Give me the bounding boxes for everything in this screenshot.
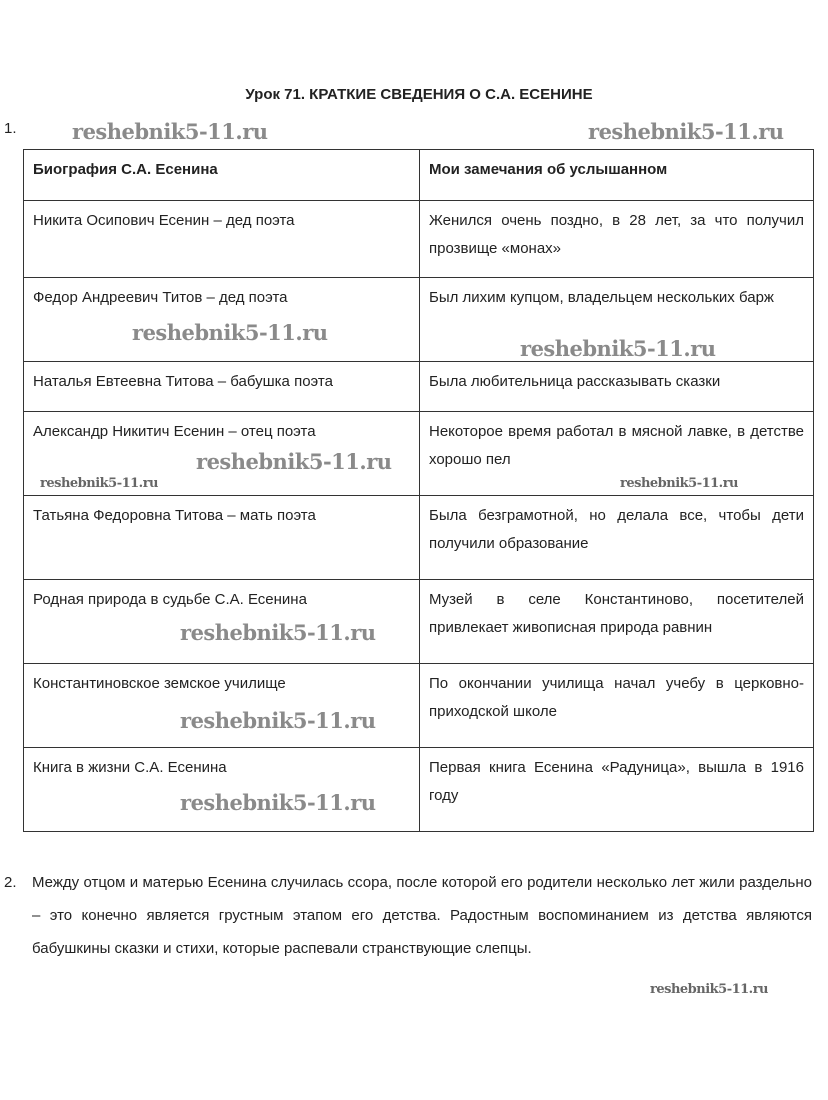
watermark: reshebnik5-11.ru — [132, 320, 328, 345]
row-note: По окончании училища начал учебу в церковно-приходской школе — [420, 664, 814, 748]
row-note: Некоторое время работал в мясной лавке, в детстве хорошо пел — [420, 412, 814, 496]
row-fact: Татьяна Федоровна Титова – мать поэта — [24, 496, 420, 580]
row-fact: Никита Осипович Есенин – дед поэта — [24, 201, 420, 278]
page-title: Урок 71. КРАТКИЕ СВЕДЕНИЯ О С.А. ЕСЕНИНЕ — [245, 86, 593, 103]
watermark: reshebnik5-11.ru — [180, 708, 376, 733]
watermark: reshebnik5-11.ru — [588, 119, 784, 144]
watermark: reshebnik5-11.ru — [520, 336, 716, 361]
row-note: Была безграмотной, но делала все, чтобы дети получили образование — [420, 496, 814, 580]
row-fact: Книга в жизни С.А. Есенина — [24, 748, 420, 832]
watermark: reshebnik5-11.ru — [180, 790, 376, 815]
row-fact: Федор Андреевич Титов – дед поэта — [24, 278, 420, 362]
table-row — [24, 362, 814, 412]
header-biography: Биография С.А. Есенина — [24, 150, 420, 201]
table-row — [24, 496, 814, 580]
watermark: reshebnik5-11.ru — [620, 476, 739, 491]
header-notes: Мои замечания об услышанном — [420, 150, 814, 201]
table-row — [24, 748, 814, 832]
row-fact: Родная природа в судьбе С.А. Есенина — [24, 580, 420, 664]
watermark: reshebnik5-11.ru — [196, 449, 392, 474]
watermark: reshebnik5-11.ru — [40, 476, 159, 491]
row-note: Музей в селе Константиново, посетителей привлекает живописная природа равнин — [420, 580, 814, 664]
row-fact: Наталья Евтеевна Титова – бабушка поэта — [24, 362, 420, 412]
row-fact: Константиновское земское училище — [24, 664, 420, 748]
watermark: reshebnik5-11.ru — [180, 620, 376, 645]
row-note: Первая книга Есенина «Радуница», вышла в 1916 году — [420, 748, 814, 832]
table-row — [24, 580, 814, 664]
row-note: Был лихим купцом, владельцем нескольких барж — [420, 278, 814, 362]
table-header-row — [24, 150, 814, 201]
table-row — [24, 201, 814, 278]
task-2-number: 2. — [4, 874, 17, 891]
table-row — [24, 664, 814, 748]
task-1-number: 1. — [4, 120, 17, 137]
watermark: reshebnik5-11.ru — [72, 119, 268, 144]
row-note: Была любительница рассказывать сказки — [420, 362, 814, 412]
task-2-paragraph — [4, 866, 812, 965]
watermark: reshebnik5-11.ru — [650, 982, 769, 997]
row-fact: Александр Никитич Есенин – отец поэта — [24, 412, 420, 496]
task-2-text: Между отцом и матерью Есенина случилась ссора, после которой его родители несколько лет жили раздельно – это конечно является грустным этапом его детства. Радостным воспоминанием из детства являются бабушкины сказки и стихи, которые распевали странствующие слепцы. — [32, 874, 812, 957]
row-note: Женился очень поздно, в 28 лет, за что получил прозвище «монах» — [420, 201, 814, 278]
